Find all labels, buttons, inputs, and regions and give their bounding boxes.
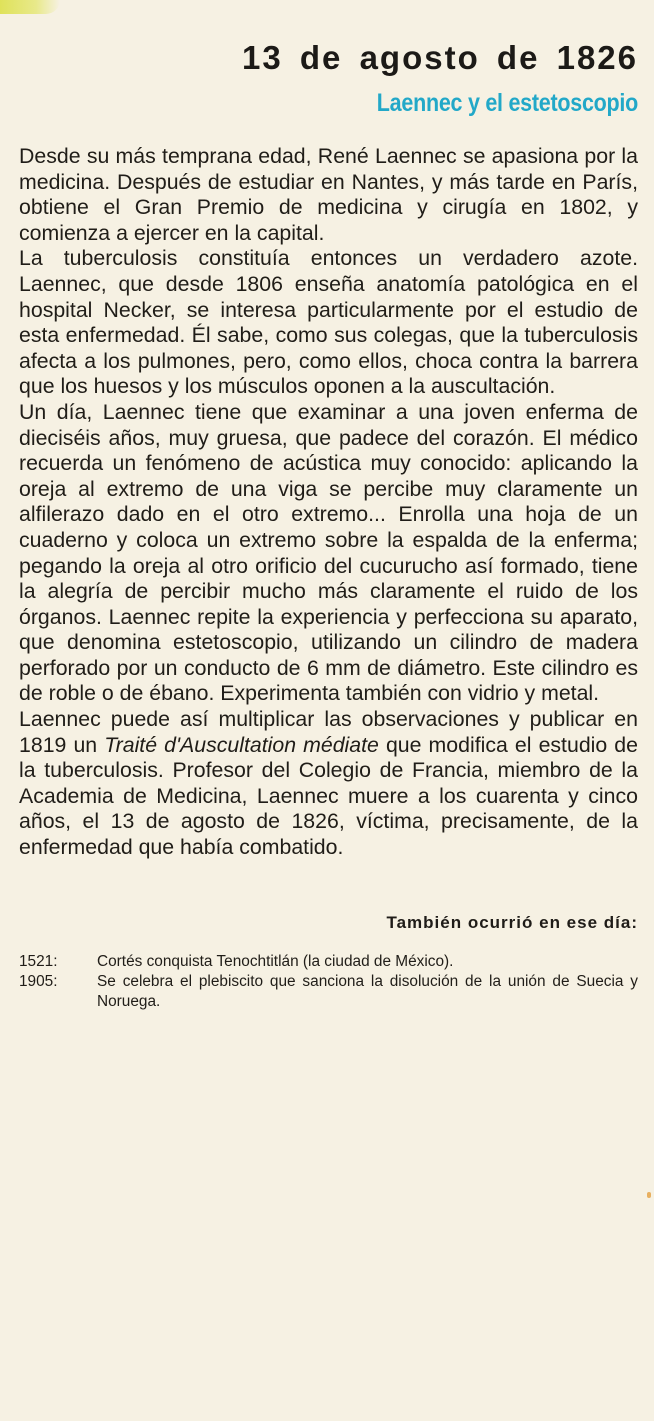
article-subtitle: Laennec y el estetoscopio xyxy=(376,89,638,117)
date-title: 13 de agosto de 1826 xyxy=(242,39,638,76)
article-paragraph: Un día, Laennec tiene que examinar a una joven enferma de dieciséis años, muy gruesa, que padece del corazón. El médico recuerda un fenómeno de acústica muy conocido: aplicando la oreja al extremo de una viga se percibe muy claramente un alfilerazo dado en el otro extremo... Enrolla una hoja de un cuaderno y coloca un extremo sobre la espalda de la enferma; pegando la oreja al otro orificio del cucurucho así formado, tiene la alegría de percibir mucho más claramente el ruido de los órganos. Laennec repite la experiencia y perfecciona su aparato, que denomina estetoscopio, utilizando un cilindro de madera perforado por un conducto de 6 mm de diámetro. Este cilindro es de roble o de ébano. Experimenta también con vidrio y metal. xyxy=(19,399,638,706)
paper-speck xyxy=(647,1192,651,1198)
also-happened-heading: También ocurrió en ese día: xyxy=(386,912,638,932)
article-paragraph xyxy=(19,707,638,861)
event-year: 1905: xyxy=(19,972,58,990)
event-item xyxy=(19,972,638,1012)
book-title: Traité d'Auscultation médiate xyxy=(104,732,379,757)
events-list xyxy=(19,952,638,1012)
event-year: 1521: xyxy=(19,952,58,970)
article-body xyxy=(19,144,638,861)
event-item xyxy=(19,952,638,972)
event-text: Se celebra el plebiscito que sanciona la disolución de la unión de Suecia y Noruega. xyxy=(97,972,638,1010)
paragraph-text: que modifica el estudio de la tuberculosis. Profesor del Colegio de Francia, miembro de la Academia de Medicina, Laennec muere a los cuarenta y cinco años, el 13 de agosto de 1826, víctima, precisamente, de la enfermedad que había combatido. xyxy=(19,732,638,860)
paragraph-text: Laennec puede así multiplicar las observaciones y publicar en 1819 un xyxy=(19,707,638,757)
document-page xyxy=(19,0,638,1012)
article-paragraph: La tuberculosis constituía entonces un verdadero azote. Laennec, que desde 1806 enseña anatomía patológica en el hospital Necker, se interesa particularmente por el estudio de esta enfermedad. Él sabe, como sus colegas, que la tuberculosis afecta a los pulmones, pero, como ellos, choca contra la barrera que los huesos y los músculos oponen a la auscultación. xyxy=(19,246,638,399)
article-paragraph: Desde su más temprana edad, René Laennec se apasiona por la medicina. Después de estudiar en Nantes, y más tarde en París, obtiene el Gran Premio de medicina y cirugía en 1802, y comienza a ejercer en la capital. xyxy=(19,144,638,245)
event-text: Cortés conquista Tenochtitlán (la ciudad de México). xyxy=(97,952,454,970)
